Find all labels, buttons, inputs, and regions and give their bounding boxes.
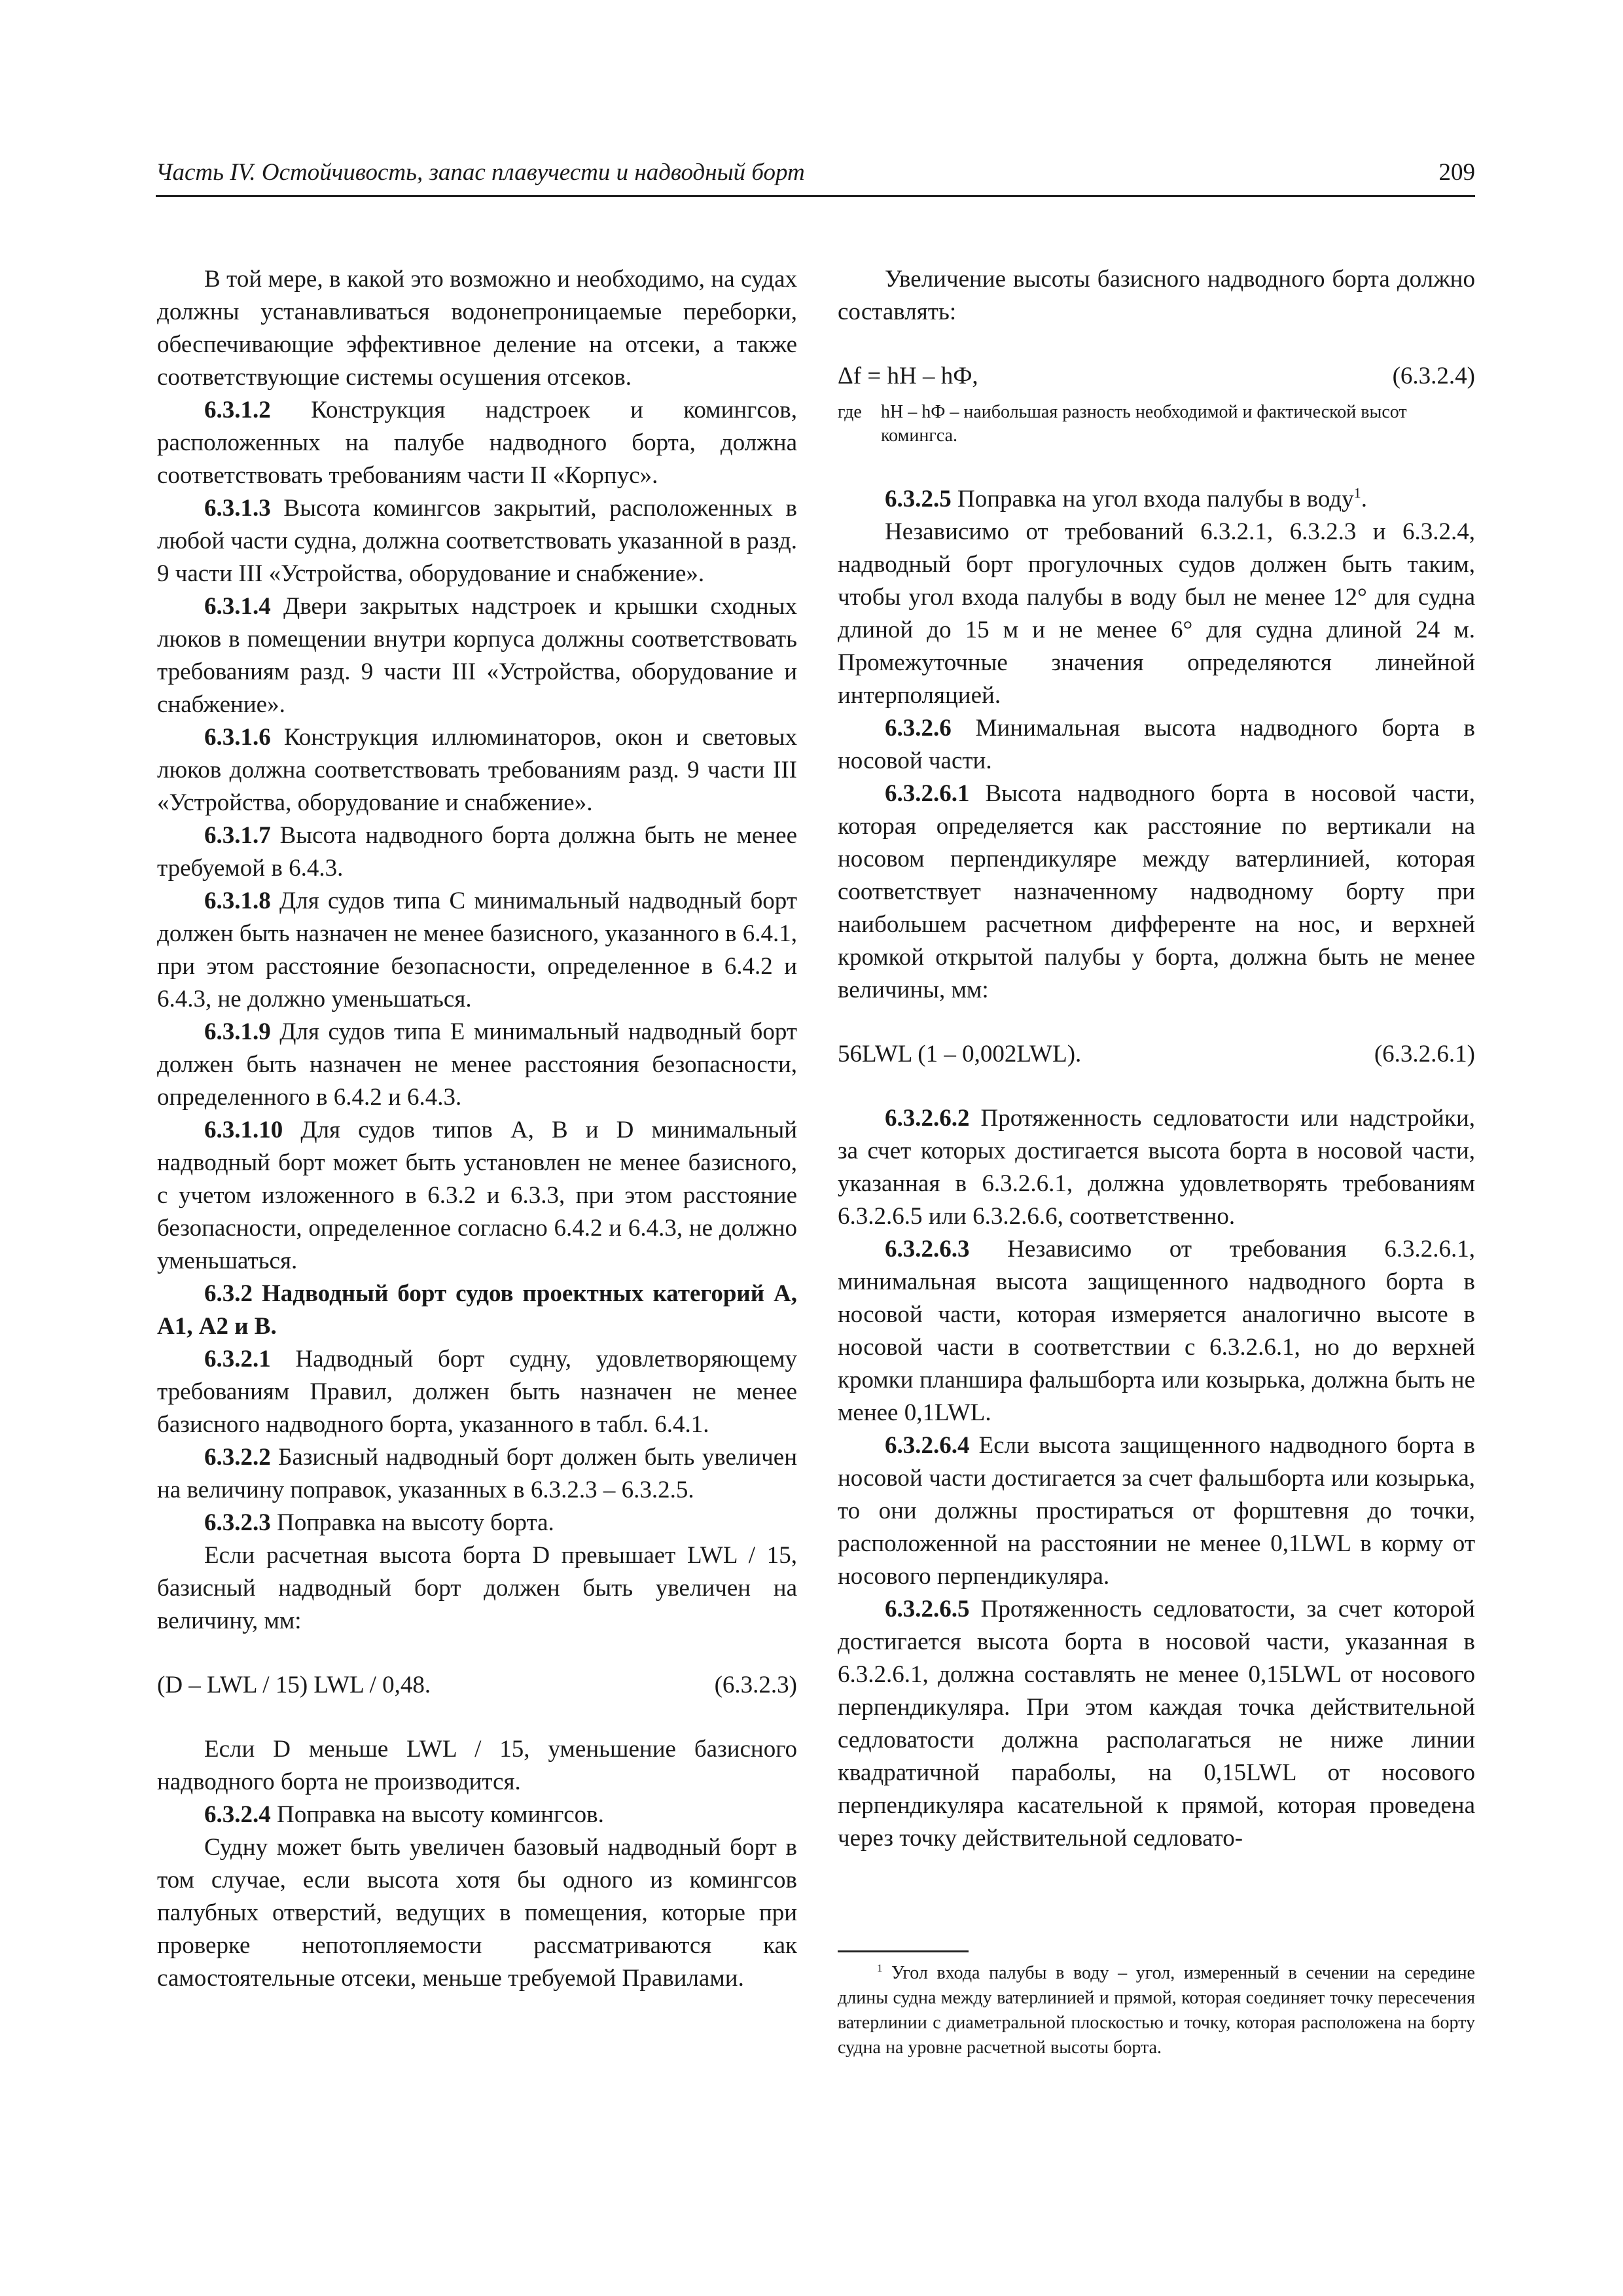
clause-number: 6.3.2.6.1 (885, 780, 970, 807)
clause-number: 6.3.1.9 (204, 1018, 271, 1045)
paragraph: 6.3.1.10 Для судов типов А, В и D минимальный надводный борт может быть установлен не менее базисного, с учетом изложенного в 6.3.2 и 6.3.3, при этом расстояние безопасности, определенное согласно 6.4.2 и 6.4.3, не должно уменьшаться. (157, 1117, 797, 1274)
clause-number: 6.3.1.6 (204, 724, 271, 751)
paragraph: 6.3.2.6.2 Протяженность седловатости или надстройки, за счет которых достигается высота борта в носовой части, указанная в 6.3.2.6.1, должна удовлетворять требованиям 6.3.2.6.5 или 6.3.2.6.6, соответственно. (838, 1105, 1475, 1230)
formula-legend (838, 401, 1475, 448)
clause-number: 6.3.1.2 (204, 397, 271, 423)
paragraph: 6.3.2.1 Надводный борт судну, удовлетворяющему требованиям Правил, должен быть назначен не менее базисного надводного борта, указанного в табл. 6.4.1. (157, 1346, 797, 1438)
paragraph: 6.3.2.6 Минимальная высота надводного борта в носовой части. (838, 715, 1475, 774)
page-header (156, 154, 1475, 197)
formula-expression: 56LWL (1 – 0,002LWL). (838, 1041, 1082, 1067)
clause-number: 6.3.2.6.3 (885, 1236, 970, 1263)
paragraph: 6.3.2.4 Поправка на высоту комингсов. (204, 1801, 604, 1828)
paragraph: 6.3.1.8 Для судов типа С минимальный надводный борт должен быть назначен не менее базисного, указанного в 6.4.1, при этом расстояние безопасности, определенное в 6.4.2 и 6.4.3, не должно уменьшаться. (157, 888, 797, 1013)
paragraph: 6.3.1.4 Двери закрытых надстроек и крышки сходных люков в помещении внутри корпуса должны соответствовать требованиям разд. 9 части III «Устройства, оборудование и снабжение». (157, 593, 797, 718)
paragraph: Если расчетная высота борта D превышает LWL / 15, базисный надводный борт должен быть увеличен на величину, мм: (157, 1542, 797, 1634)
paragraph: 6.3.1.3 Высота комингсов закрытий, расположенных в любой части судна, должна соответствовать указанной в разд. 9 части III «Устройства, оборудование и снабжение». (157, 495, 797, 587)
formula-6-3-2-4 (838, 360, 1475, 393)
clause-number: 6.3.2.3 (204, 1509, 271, 1536)
formula-number: (6.3.2.6.1) (1374, 1041, 1475, 1067)
paragraph: 6.3.2.6.1 Высота надводного борта в носовой части, которая определяется как расстояние по вертикали на носовом перпендикуляре между ватерлинией, которая соответствует назначенному надводному борту при наибольшем расчетном дифференте на нос, и верхней кромкой открытой палубы у борта, должна быть не менее величины, мм: (838, 780, 1475, 1003)
paragraph: 6.3.2.6.5 Протяженность седловатости, за счет которой достигается высота борта в носовой части, указанная в 6.3.2.6.1, должна составлять не менее 0,15LWL от носового перпендикуляра. При этом каждая точка действительной седловатости должна располагаться не ниже линии квадратичной параболы, на 0,15LWL от носового перпендикуляра касательной к прямой, которая проведена через точку действительной седловато- (838, 1596, 1475, 1852)
paragraph: 6.3.2.6.4 Если высота защищенного надводного борта в носовой части достигается за счет фальшборта или козырька, то они должны простираться от форштевня до точки, расположенной на расстоянии не менее 0,1LWL в корму от носового перпендикуляра. (838, 1432, 1475, 1590)
clause-number: 6.3.2.6.2 (885, 1105, 970, 1132)
footnote-divider (838, 1950, 969, 1952)
paragraph: Увеличение высоты базисного надводного борта должно составлять: (838, 266, 1475, 325)
legend-text: hН – hФ – наибольшая разность необходимой и фактической высот комингса. (881, 402, 1407, 446)
formula-6-3-2-3 (157, 1669, 797, 1702)
section-heading: 6.3.2 Надводный борт судов проектных категорий А, А1, А2 и В. (157, 1280, 797, 1340)
clause-number: 6.3.2.6.5 (885, 1596, 970, 1623)
clause-number: 6.3.2.2 (204, 1444, 271, 1471)
clause-number: 6.3.1.3 (204, 495, 271, 522)
formula-number: (6.3.2.3) (714, 1672, 797, 1698)
paragraph: 6.3.2.3 Поправка на высоту борта. (204, 1509, 554, 1536)
footnote-text: Угол входа палубы в воду – угол, измеренный в сечении на середине длины судна между ватерлинией и прямой, которая соединяет точку пересечения ватерлинии с диаметральной плоскостью и точку, которая расположена на борту судна на уровне расчетной высоты борта. (838, 1963, 1475, 2058)
paragraph: Если D меньше LWL / 15, уменьшение базисного надводного борта не производится. (157, 1736, 797, 1795)
right-column (838, 263, 1475, 1855)
paragraph: 6.3.2.2 Базисный надводный борт должен быть увеличен на величину поправок, указанных в 6.3.2.3 – 6.3.2.5. (157, 1444, 797, 1503)
footnote (838, 1961, 1475, 2060)
clause-number: 6.3.2.5 (885, 486, 952, 512)
page-number: 209 (1438, 159, 1475, 186)
left-column (157, 263, 797, 1995)
formula-expression: Δf = hН – hФ, (838, 363, 978, 389)
paragraph: 6.3.2.5 Поправка на угол входа палубы в воду$^1$. (885, 484, 1367, 512)
formula-expression: (D – LWL / 15) LWL / 0,48. (157, 1672, 431, 1698)
clause-number: 6.3.2.1 (204, 1346, 271, 1372)
paragraph: 6.3.1.2 Конструкция надстроек и комингсов, расположенных на палубе надводного борта, должна соответствовать требованиям части II «Корпус». (157, 397, 797, 489)
running-title: Часть IV. Остойчивость, запас плавучести и надводный борт (156, 159, 805, 186)
clause-number: 6.3.2.6.4 (885, 1432, 970, 1459)
paragraph: В той мере, в какой это возможно и необходимо, на судах должны устанавливаться водонепроницаемые переборки, обеспечивающие эффективное деление на отсеки, а также соответствующие системы осушения отсеков. (157, 266, 797, 391)
clause-number: 6.3.1.4 (204, 593, 271, 620)
footnote-ref: 1 (1353, 484, 1361, 501)
paragraph: Судну может быть увеличен базовый надводный борт в том случае, если высота хотя бы одного из комингсов палубных отверстий, ведущих в помещения, которые при проверке непотопляемости рассматриваются как самостоятельные отсеки, меньше требуемой Правилами. (157, 1834, 797, 1992)
clause-number: 6.3.1.7 (204, 822, 271, 849)
footnote-mark: 1 (877, 1962, 883, 1975)
paragraph: 6.3.1.6 Конструкция иллюминаторов, окон и световых люков должна соответствовать требованиям разд. 9 части III «Устройства, оборудование и снабжение». (157, 724, 797, 816)
clause-number: 6.3.1.10 (204, 1117, 283, 1143)
clause-number: 6.3.2.6 (885, 715, 952, 742)
paragraph: 6.3.2.6.3 Независимо от требования 6.3.2.6.1, минимальная высота защищенного надводного борта в носовой части, которая измеряется аналогично высоте в носовой части в соответствии с 6.3.2.6.1, но до верхней кромки планшира фальшборта или козырька, должна быть не менее 0,1LWL. (838, 1236, 1475, 1426)
paragraph: 6.3.1.9 Для судов типа Е минимальный надводный борт должен быть назначен не менее расстояния безопасности, определенного в 6.4.2 и 6.4.3. (157, 1018, 797, 1111)
clause-number: 6.3.2.4 (204, 1801, 271, 1828)
paragraph: Независимо от требований 6.3.2.1, 6.3.2.3 и 6.3.2.4, надводный борт прогулочных судов должен быть таким, чтобы угол входа палубы в воду был не менее 12° для судна длиной до 15 м и не менее 6° для судна длиной 24 м. Промежуточные значения определяются линейной интерполяцией. (838, 518, 1475, 709)
formula-6-3-2-6-1 (838, 1038, 1475, 1071)
paragraph: 6.3.1.7 Высота надводного борта должна быть не менее требуемой в 6.4.3. (157, 822, 797, 882)
legend-label: где (838, 402, 862, 422)
formula-number: (6.3.2.4) (1392, 363, 1475, 389)
clause-number: 6.3.1.8 (204, 888, 271, 914)
